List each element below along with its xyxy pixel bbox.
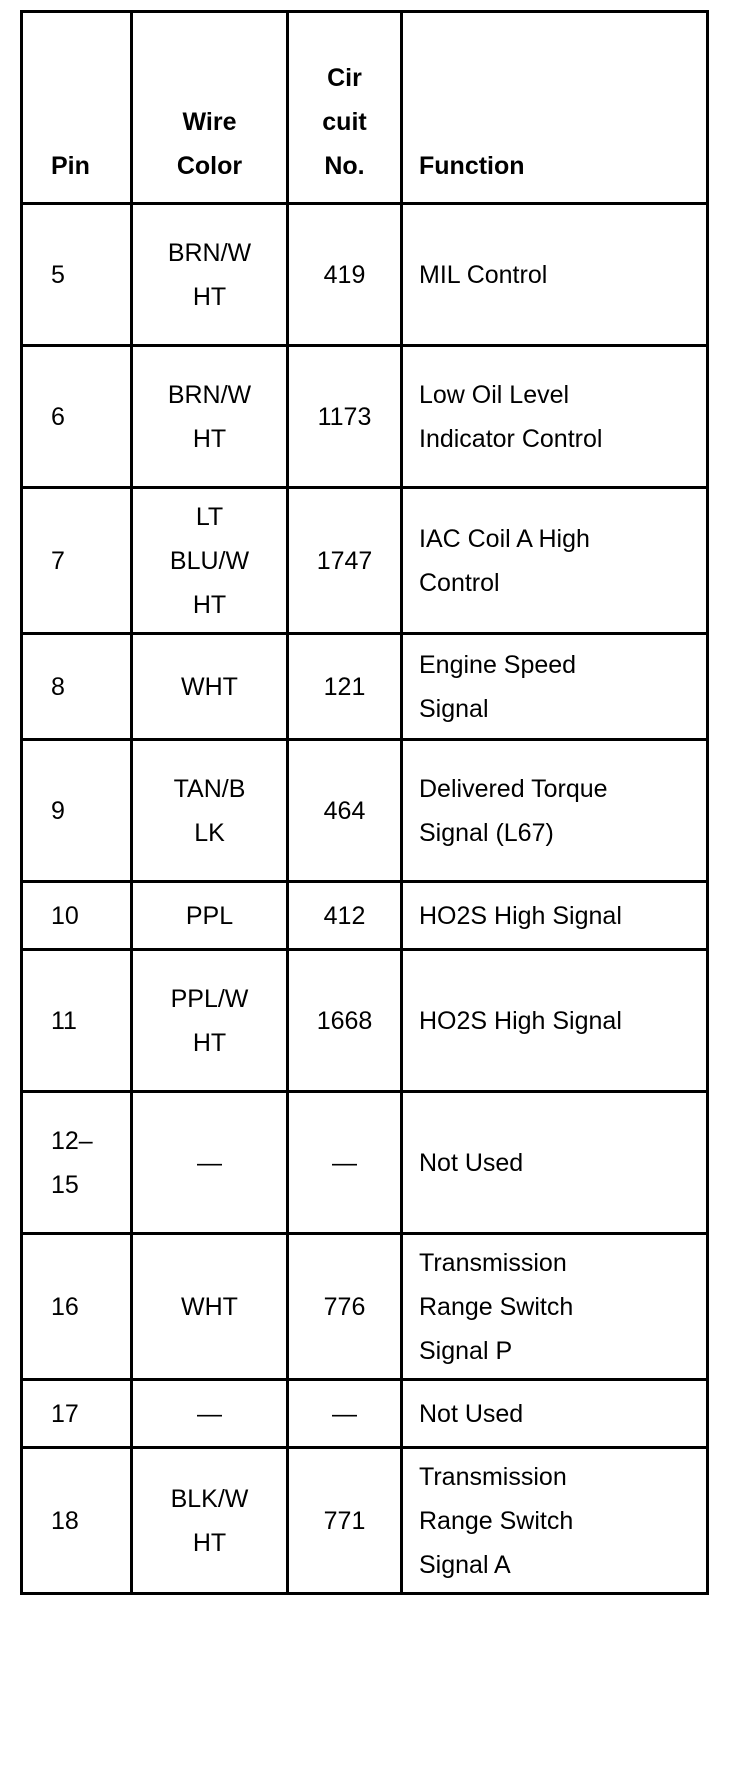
- table-row: [22, 950, 708, 1092]
- table-row: [22, 1234, 708, 1380]
- function-cell: Transmission Range Switch Signal P: [402, 1234, 708, 1380]
- function-cell: Low Oil Level Indicator Control: [402, 346, 708, 488]
- circuit-number-cell: 419: [288, 204, 402, 346]
- pin-cell: 6: [22, 346, 132, 488]
- connector-pin-table: [20, 10, 709, 1595]
- wire-color-cell: BRN/W HT: [132, 346, 288, 488]
- table-row: [22, 882, 708, 950]
- circuit-number-cell: 1173: [288, 346, 402, 488]
- pin-cell: 17: [22, 1380, 132, 1448]
- circuit-number-cell: 412: [288, 882, 402, 950]
- table-row: [22, 634, 708, 740]
- wire-color-cell: PPL/W HT: [132, 950, 288, 1092]
- function-cell: Delivered Torque Signal (L67): [402, 740, 708, 882]
- table-row: [22, 346, 708, 488]
- function-cell: IAC Coil A High Control: [402, 488, 708, 634]
- pin-cell: 18: [22, 1448, 132, 1594]
- circuit-number-cell: 464: [288, 740, 402, 882]
- table-row: [22, 1448, 708, 1594]
- pin-cell: 16: [22, 1234, 132, 1380]
- circuit-number-cell: 776: [288, 1234, 402, 1380]
- table-row: [22, 1092, 708, 1234]
- pin-cell: 7: [22, 488, 132, 634]
- circuit-number-cell: —: [288, 1380, 402, 1448]
- circuit-number-cell: —: [288, 1092, 402, 1234]
- pin-cell: 9: [22, 740, 132, 882]
- table-row: [22, 740, 708, 882]
- wire-color-column-header: Wire Color: [132, 12, 288, 204]
- wire-color-cell: TAN/B LK: [132, 740, 288, 882]
- pin-cell: 11: [22, 950, 132, 1092]
- circuit-number-column-header: Cir cuit No.: [288, 12, 402, 204]
- function-cell: Transmission Range Switch Signal A: [402, 1448, 708, 1594]
- wire-color-cell: WHT: [132, 634, 288, 740]
- wire-color-cell: BRN/W HT: [132, 204, 288, 346]
- table-header-row: [22, 12, 708, 204]
- wire-color-cell: WHT: [132, 1234, 288, 1380]
- circuit-number-cell: 1668: [288, 950, 402, 1092]
- function-cell: HO2S High Signal: [402, 882, 708, 950]
- wire-color-cell: LT BLU/W HT: [132, 488, 288, 634]
- pin-column-header: Pin: [22, 12, 132, 204]
- pin-cell: 10: [22, 882, 132, 950]
- function-cell: Engine Speed Signal: [402, 634, 708, 740]
- function-cell: Not Used: [402, 1092, 708, 1234]
- table-row: [22, 488, 708, 634]
- wire-color-cell: PPL: [132, 882, 288, 950]
- wire-color-cell: BLK/W HT: [132, 1448, 288, 1594]
- function-cell: HO2S High Signal: [402, 950, 708, 1092]
- table-row: [22, 204, 708, 346]
- function-cell: MIL Control: [402, 204, 708, 346]
- pin-cell: 12– 15: [22, 1092, 132, 1234]
- table-row: [22, 1380, 708, 1448]
- function-cell: Not Used: [402, 1380, 708, 1448]
- wire-color-cell: —: [132, 1092, 288, 1234]
- pin-cell: 8: [22, 634, 132, 740]
- circuit-number-cell: 121: [288, 634, 402, 740]
- wire-color-cell: —: [132, 1380, 288, 1448]
- circuit-number-cell: 1747: [288, 488, 402, 634]
- pin-cell: 5: [22, 204, 132, 346]
- function-column-header: Function: [402, 12, 708, 204]
- circuit-number-cell: 771: [288, 1448, 402, 1594]
